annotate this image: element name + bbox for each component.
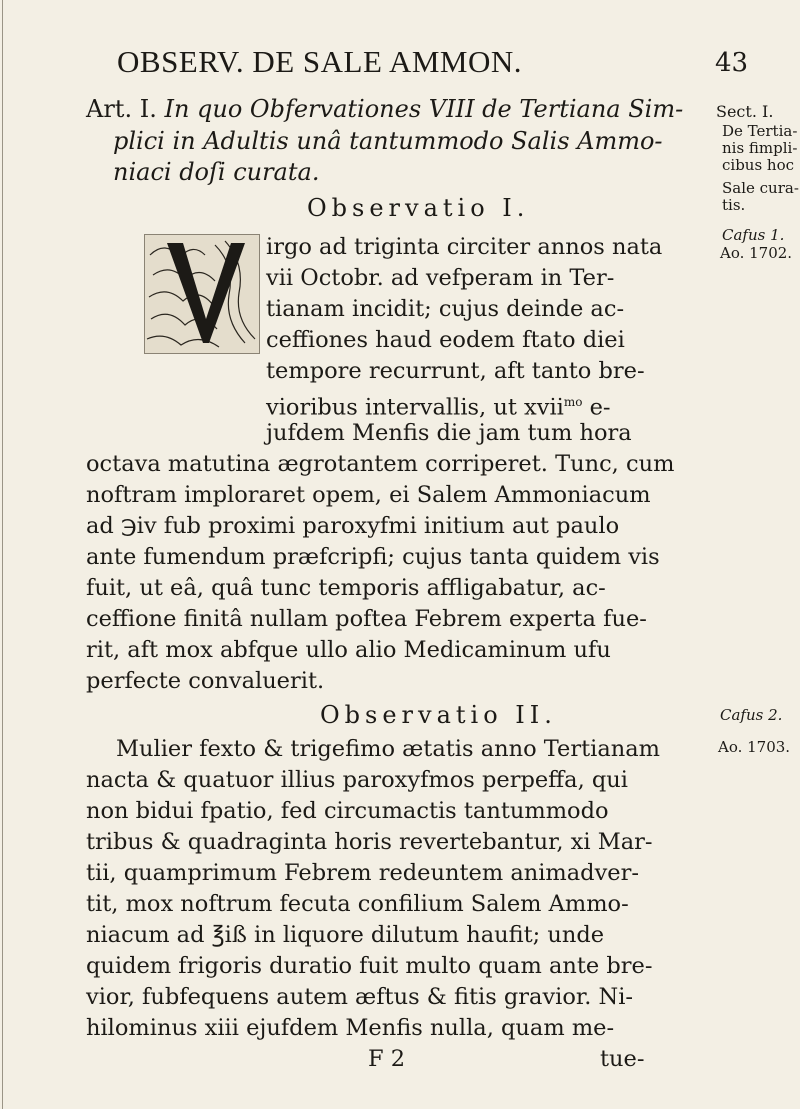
article-title-line-3: niaci doſi curata. [113,158,320,186]
obs1-line-4: ceffiones haud eodem ftato diei [266,327,625,353]
obs2-line-2: nacta & quatuor illius paroxyfmos perpeffa, qui [86,767,628,793]
obs2-line-8: quidem frigoris duratio fuit multo quam ante bre- [86,953,653,979]
obs2-line-9: vior, fubfequens autem æftus & fitis gravior. Ni- [86,984,633,1010]
page-number: 43 [715,48,749,78]
obs2-line-7: niacum ad ℥iß in liquore dilutum haufit; unde [86,922,605,948]
margin-section-label: Sect. I. [716,102,774,121]
obs1-line-12: fuit, ut eâ, quâ tunc temporis affligabatur, ac- [86,575,606,601]
margin-case-1: Cafus 1. [722,226,785,244]
obs2-line-10: hilominus xiii ejufdem Menfis nulla, quam me- [86,1015,615,1041]
article-title-line-2: plici in Adultis unâ tantummodo Salis Ammo- [113,127,663,155]
observatio-1-heading: Observatio I. [307,194,530,222]
obs2-line-6: tit, mox noftrum fecuta confilium Salem Ammo- [86,891,629,917]
initial-ornament-icon [145,235,259,353]
obs1-line-1: irgo ad triginta circiter annos nata [266,234,663,260]
obs1-line-7: jufdem Menfis die jam tum hora [266,420,632,446]
margin-desc-4: Sale cura- [722,179,799,197]
margin-desc-1: De Tertia- [722,122,798,140]
obs1-line-6-text: vioribus intervallis, ut xvii [266,394,564,421]
obs1-line-13: ceffione finitâ nullam poftea Febrem experta fue- [86,606,647,632]
signature-mark: F 2 [368,1046,406,1072]
margin-year-1: Ao. 1702. [720,244,793,262]
running-head: OBSERV. DE SALE AMMON. [117,44,522,79]
obs1-line-6-end: e- [582,394,611,421]
decorative-initial-v [144,234,260,354]
obs1-line-10: ad ℈iv fub proximi paroxyfmi initium aut paulo [86,513,620,539]
catchword: tue- [600,1046,645,1072]
page-header [0,44,800,84]
superscript-mo: mo [563,395,583,409]
obs1-line-11: ante fumendum præfcripfi; cujus tanta quidem vis [86,544,660,570]
article-title-line-1 [86,94,683,124]
obs1-line-3: tianam incidit; cujus deinde ac- [266,296,625,322]
obs2-line-3: non bidui fpatio, fed circumactis tantummodo [86,798,609,824]
obs1-line-6 [266,387,611,421]
obs1-line-15: perfecte convaluerit. [86,668,325,694]
obs1-line-9: noftram imploraret opem, ei Salem Ammoniacum [86,482,651,508]
obs2-line-1: Mulier fexto & trigefimo ætatis anno Tertianam [116,736,661,762]
obs2-line-4: tribus & quadraginta horis revertebantur, xi Mar- [86,829,653,855]
observatio-2-heading: Observatio II. [320,701,557,729]
obs1-line-2: vii Octobr. ad vefperam in Ter- [266,265,615,291]
obs1-line-14: rit, aft mox abfque ullo alio Medicaminum ufu [86,637,611,663]
article-label: Art. I. [86,95,157,123]
margin-case-2: Cafus 2. [720,706,783,724]
title-text-1: In quo Obfervationes VIII de Tertiana Sim- [164,95,684,123]
obs1-line-8: octava matutina ægrotantem corriperet. Tunc, cum [86,451,675,477]
page-edge [2,0,3,1109]
margin-year-2: Ao. 1703. [718,738,791,756]
margin-desc-2: nis fimpli- [722,139,798,157]
obs2-line-5: tii, quamprimum Febrem redeuntem animadver- [86,860,639,886]
margin-desc-3: cibus hoc [722,156,795,174]
margin-desc-5: tis. [722,196,746,214]
obs1-line-5: tempore recurrunt, aft tanto bre- [266,358,645,384]
